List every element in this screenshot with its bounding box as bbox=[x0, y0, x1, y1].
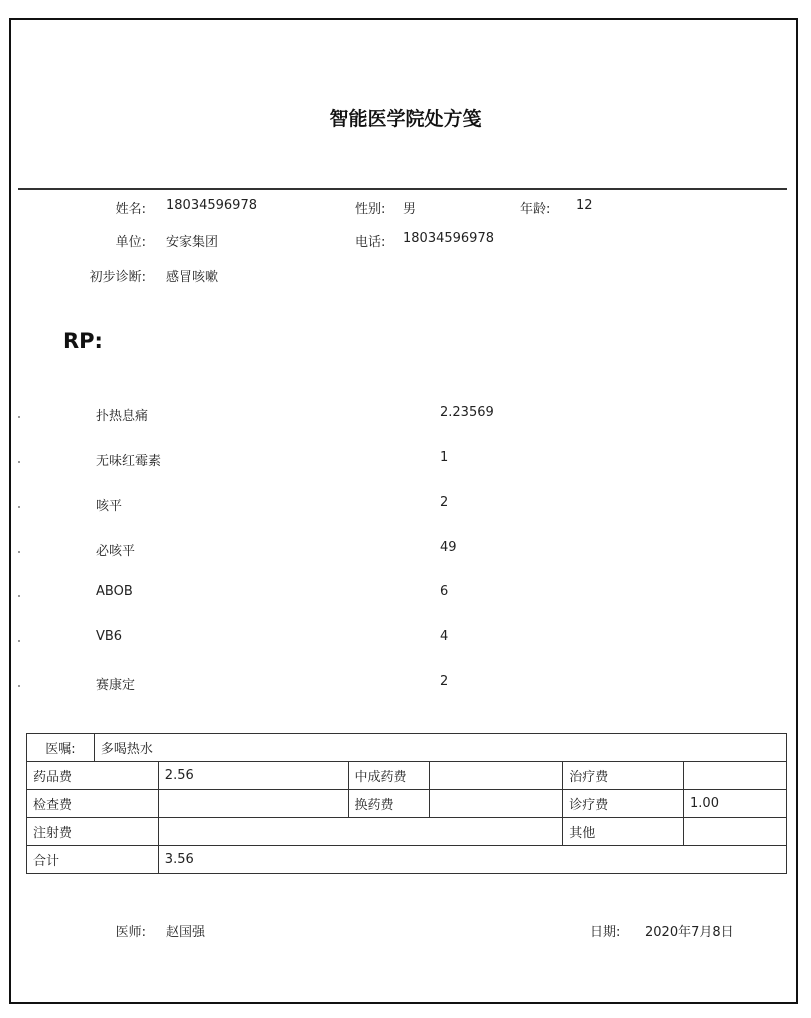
drug-fee-label: 药品费 bbox=[27, 762, 159, 790]
row-marker bbox=[18, 640, 20, 642]
exam-fee-label: 检查费 bbox=[27, 790, 159, 818]
gender-value: 男 bbox=[403, 202, 417, 217]
drug-qty: 2 bbox=[440, 674, 449, 689]
injection-fee-label: 注射费 bbox=[27, 818, 159, 846]
drug-name: 赛康定 bbox=[96, 678, 136, 693]
drug-name: 咳平 bbox=[96, 499, 123, 514]
document-title: 智能医学院处方笺 bbox=[329, 108, 482, 130]
consult-fee-value: 1.00 bbox=[684, 790, 787, 818]
diagnosis-label: 初步诊断: bbox=[89, 270, 146, 285]
diagnosis-value: 感冒咳嗽 bbox=[166, 270, 219, 285]
other-fee-value bbox=[684, 818, 787, 846]
name-value: 18034596978 bbox=[166, 198, 257, 213]
drug-qty: 4 bbox=[440, 629, 449, 644]
gender-label: 性别: bbox=[355, 202, 386, 217]
rp-heading: RP: bbox=[63, 329, 103, 353]
row-marker bbox=[18, 685, 20, 687]
date-value: 2020年7月8日 bbox=[645, 925, 734, 940]
header-divider bbox=[18, 188, 787, 190]
other-fee-label: 其他 bbox=[563, 818, 684, 846]
row-marker bbox=[18, 551, 20, 553]
row-marker bbox=[18, 461, 20, 463]
advice-label: 医嘱: bbox=[27, 734, 95, 762]
fees-table bbox=[26, 733, 787, 874]
drug-name: ABOB bbox=[96, 584, 133, 599]
doctor-label: 医师: bbox=[115, 925, 146, 940]
row-marker bbox=[18, 416, 20, 418]
row-marker bbox=[18, 595, 20, 597]
date-label: 日期: bbox=[590, 925, 621, 940]
consult-fee-label: 诊疗费 bbox=[563, 790, 684, 818]
drug-name: VB6 bbox=[96, 629, 123, 644]
drug-qty: 49 bbox=[440, 540, 457, 555]
treatment-fee-label: 治疗费 bbox=[563, 762, 684, 790]
age-value: 12 bbox=[576, 198, 593, 213]
treatment-fee-value bbox=[684, 762, 787, 790]
exam-fee-value bbox=[158, 790, 348, 818]
drug-name: 扑热息痛 bbox=[96, 409, 149, 424]
drug-fee-value: 2.56 bbox=[158, 762, 348, 790]
tcm-fee-value bbox=[430, 762, 563, 790]
age-label: 年龄: bbox=[520, 202, 551, 217]
phone-label: 电话: bbox=[355, 235, 386, 250]
advice-value: 多喝热水 bbox=[94, 734, 786, 762]
drug-name: 无味红霉素 bbox=[96, 454, 162, 469]
total-value: 3.56 bbox=[158, 846, 786, 874]
dressing-fee-label: 换药费 bbox=[348, 790, 430, 818]
unit-value: 安家集团 bbox=[166, 235, 219, 250]
phone-value: 18034596978 bbox=[403, 231, 494, 246]
unit-label: 单位: bbox=[115, 235, 146, 250]
dressing-fee-value bbox=[430, 790, 563, 818]
tcm-fee-label: 中成药费 bbox=[348, 762, 430, 790]
drug-name: 必咳平 bbox=[96, 544, 136, 559]
drug-qty: 6 bbox=[440, 584, 449, 599]
drug-qty: 2.23569 bbox=[440, 405, 494, 420]
total-label: 合计 bbox=[27, 846, 159, 874]
drug-qty: 2 bbox=[440, 495, 449, 510]
name-label: 姓名: bbox=[115, 202, 146, 217]
row-marker bbox=[18, 506, 20, 508]
injection-fee-value bbox=[158, 818, 562, 846]
drug-qty: 1 bbox=[440, 450, 449, 465]
doctor-value: 赵国强 bbox=[166, 925, 206, 940]
